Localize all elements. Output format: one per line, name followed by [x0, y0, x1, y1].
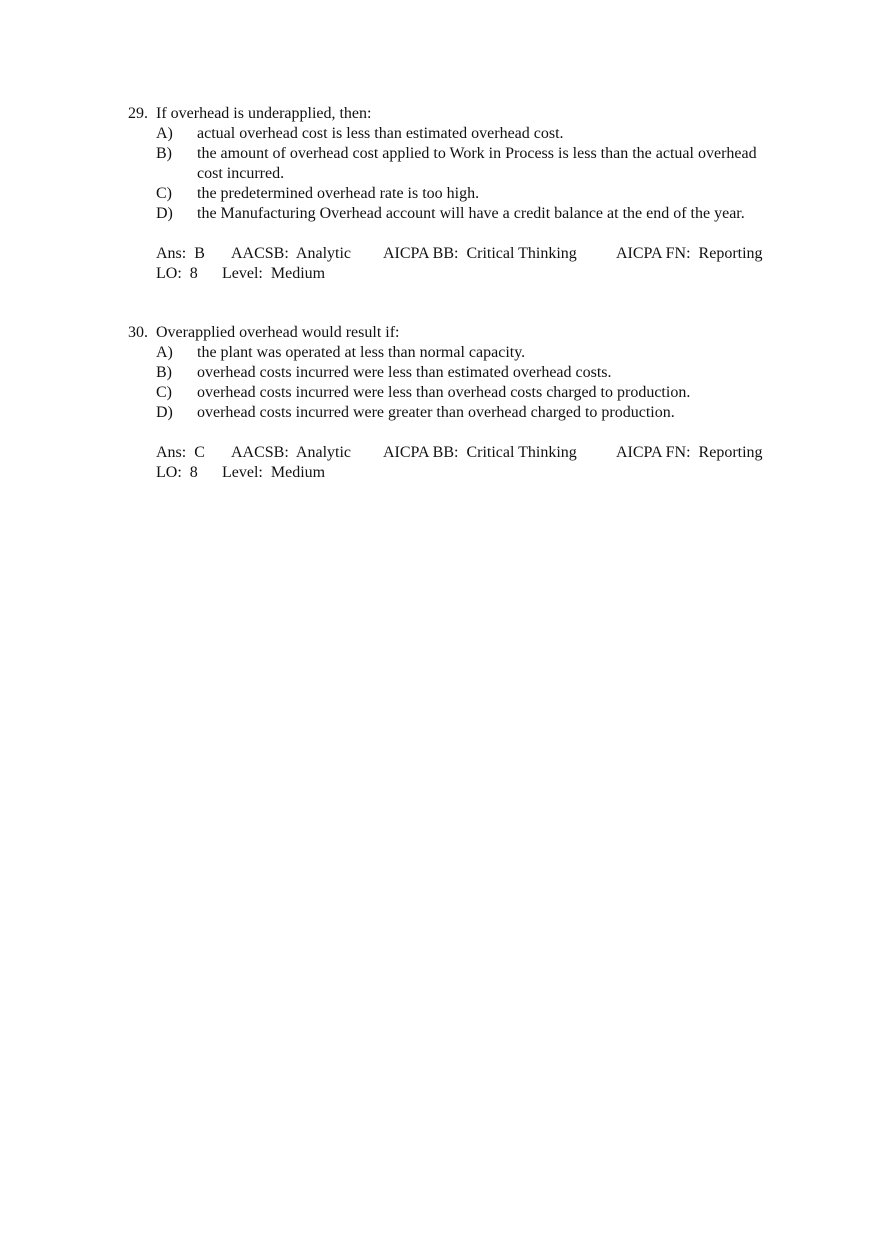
question-stem: [128, 323, 788, 343]
learning-objective: LO: 8: [156, 464, 198, 481]
option-letter: A): [156, 344, 173, 361]
aicpa-bb-tag: AICPA BB: Critical Thinking: [383, 444, 577, 461]
aicpa-bb-tag: AICPA BB: Critical Thinking: [383, 245, 577, 262]
option-text: the predetermined overhead rate is too high.: [197, 185, 480, 202]
answer-key: Ans: C: [156, 444, 205, 461]
aicpa-fn-tag: AICPA FN: Reporting: [616, 444, 763, 461]
option-text: overhead costs incurred were less than estimated overhead costs.: [197, 364, 612, 381]
difficulty-level: Level: Medium: [222, 265, 326, 282]
question-text: If overhead is underapplied, then:: [156, 105, 372, 122]
option-letter: B): [156, 364, 172, 381]
metadata-row-1: [156, 244, 788, 264]
question-29: [128, 104, 788, 284]
option-letter: C): [156, 384, 172, 401]
option-text: the plant was operated at less than normal capacity.: [197, 344, 526, 361]
answer-options: [156, 124, 788, 224]
option-b: [156, 144, 788, 184]
question-text: Overapplied overhead would result if:: [156, 324, 400, 341]
metadata-row-2: [156, 264, 788, 284]
aicpa-fn-tag: AICPA FN: Reporting: [616, 245, 763, 262]
answer-metadata: [156, 443, 788, 483]
option-letter: D): [156, 404, 173, 421]
question-number: 30.: [128, 324, 148, 341]
learning-objective: LO: 8: [156, 265, 198, 282]
option-c: [156, 184, 788, 204]
option-text: the amount of overhead cost applied to Work in Process is less than the actual overhead cost incurred.: [197, 145, 757, 182]
option-d: [156, 403, 788, 423]
answer-options: [156, 343, 788, 423]
option-a: [156, 343, 788, 363]
metadata-row-1: [156, 443, 788, 463]
question-stem: [128, 104, 788, 124]
metadata-row-2: [156, 463, 788, 483]
answer-metadata: [156, 244, 788, 284]
option-text: actual overhead cost is less than estimated overhead cost.: [197, 125, 564, 142]
option-letter: A): [156, 125, 173, 142]
aacsb-tag: AACSB: Analytic: [231, 245, 352, 262]
difficulty-level: Level: Medium: [222, 464, 326, 481]
option-d: [156, 204, 788, 224]
option-letter: B): [156, 145, 172, 162]
option-b: [156, 363, 788, 383]
question-number: 29.: [128, 105, 148, 122]
option-text: overhead costs incurred were greater than overhead charged to production.: [197, 404, 675, 421]
option-letter: D): [156, 205, 173, 222]
question-30: [128, 323, 788, 483]
option-c: [156, 383, 788, 403]
option-text: the Manufacturing Overhead account will have a credit balance at the end of the year.: [197, 205, 745, 222]
option-text: overhead costs incurred were less than overhead costs charged to production.: [197, 384, 691, 401]
aacsb-tag: AACSB: Analytic: [231, 444, 352, 461]
option-a: [156, 124, 788, 144]
answer-key: Ans: B: [156, 245, 205, 262]
option-letter: C): [156, 185, 172, 202]
